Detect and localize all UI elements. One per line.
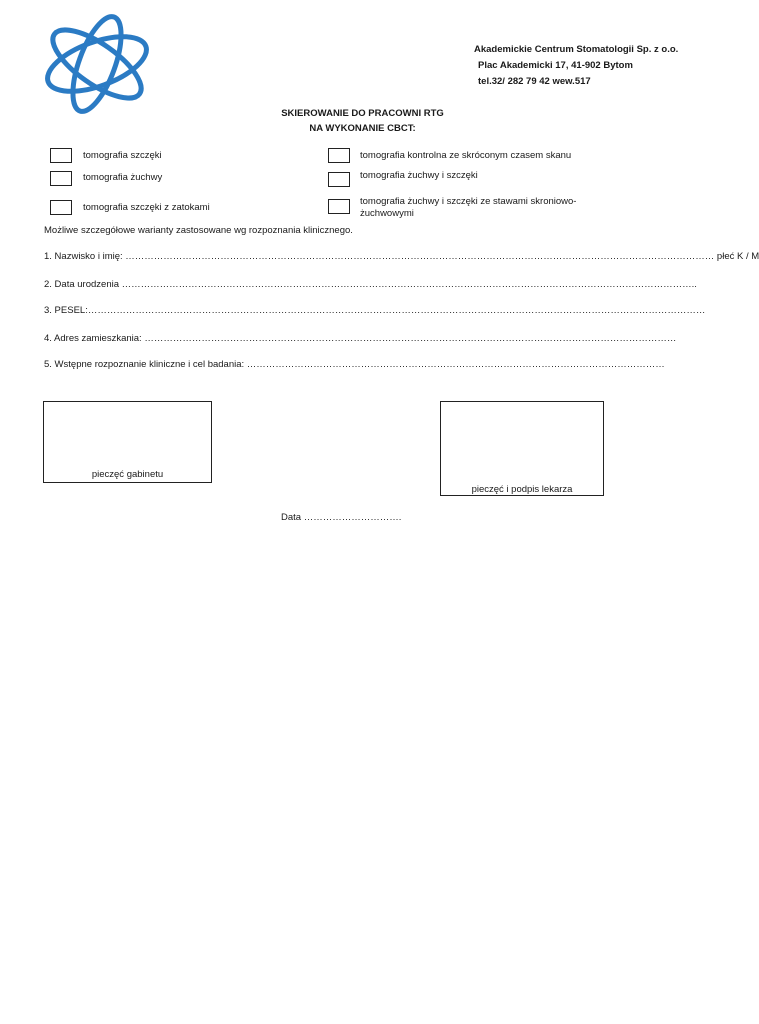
- checkbox-tomografia-zuchwy[interactable]: [50, 171, 72, 186]
- checkbox-tomografia-zuchwy-szczeki-stawy[interactable]: [328, 199, 350, 214]
- diagnosis-field[interactable]: 5. Wstępne rozpoznanie kliniczne i cel badania: ……………………………………………………………………………………………………………………: [44, 359, 665, 370]
- checkbox-tomografia-szczeki-zatoki[interactable]: [50, 200, 72, 215]
- birth-date-field[interactable]: 2. Data urodzenia ………………………………………………………………………………………………………………………………………………………………..: [44, 279, 697, 290]
- form-subtitle: NA WYKONANIE CBCT:: [309, 123, 416, 134]
- patient-name-field[interactable]: 1. Nazwisko i imię: …………………………………………………………………………………………………………………………………………………………………… płeć K / M: [44, 251, 759, 262]
- checkbox-tomografia-zuchwy-szczeki[interactable]: [328, 172, 350, 187]
- option-label-tomografia-szczeki: tomografia szczęki: [83, 150, 162, 161]
- date-field[interactable]: Data ………………………….: [281, 512, 402, 523]
- checkbox-tomografia-szczeki[interactable]: [50, 148, 72, 163]
- pesel-field[interactable]: 3. PESEL:……………………………………………………………………………………………………………………………………………………………………………: [44, 305, 706, 316]
- variants-note: Możliwe szczegółowe warianty zastosowane wg rozpoznania klinicznego.: [44, 225, 353, 236]
- checkbox-tomografia-kontrolna[interactable]: [328, 148, 350, 163]
- atom-orbit-logo-icon: [36, 14, 158, 114]
- option-label-tomografia-szczeki-zatoki: tomografia szczęki z zatokami: [83, 202, 210, 213]
- office-stamp-label: pieczęć gabinetu: [91, 469, 164, 480]
- company-address: Plac Akademicki 17, 41-902 Bytom: [478, 60, 633, 71]
- option-label-tomografia-kontrolna: tomografia kontrolna ze skróconym czasem skanu: [360, 150, 572, 161]
- form-title: SKIEROWANIE DO PRACOWNI RTG: [281, 108, 444, 119]
- option-label-tomografia-zuchwy: tomografia żuchwy: [83, 172, 163, 183]
- doctor-stamp-label: pieczęć i podpis lekarza: [471, 484, 573, 495]
- company-name: Akademickie Centrum Stomatologii Sp. z o.o.: [474, 44, 679, 55]
- company-phone: tel.32/ 282 79 42 wew.517: [478, 76, 591, 87]
- option-label-tomografia-zuchwy-szczeki: tomografia żuchwy i szczęki: [360, 170, 478, 181]
- address-field[interactable]: 4. Adres zamieszkania: ……………………………………………………………………………………………………………………………………………………: [44, 333, 677, 344]
- doctor-stamp-box: [440, 401, 604, 496]
- option-label-tomografia-zuchwy-szczeki-stawy: tomografia żuchwy i szczęki ze stawami skroniowo-żuchwowymi: [360, 196, 577, 219]
